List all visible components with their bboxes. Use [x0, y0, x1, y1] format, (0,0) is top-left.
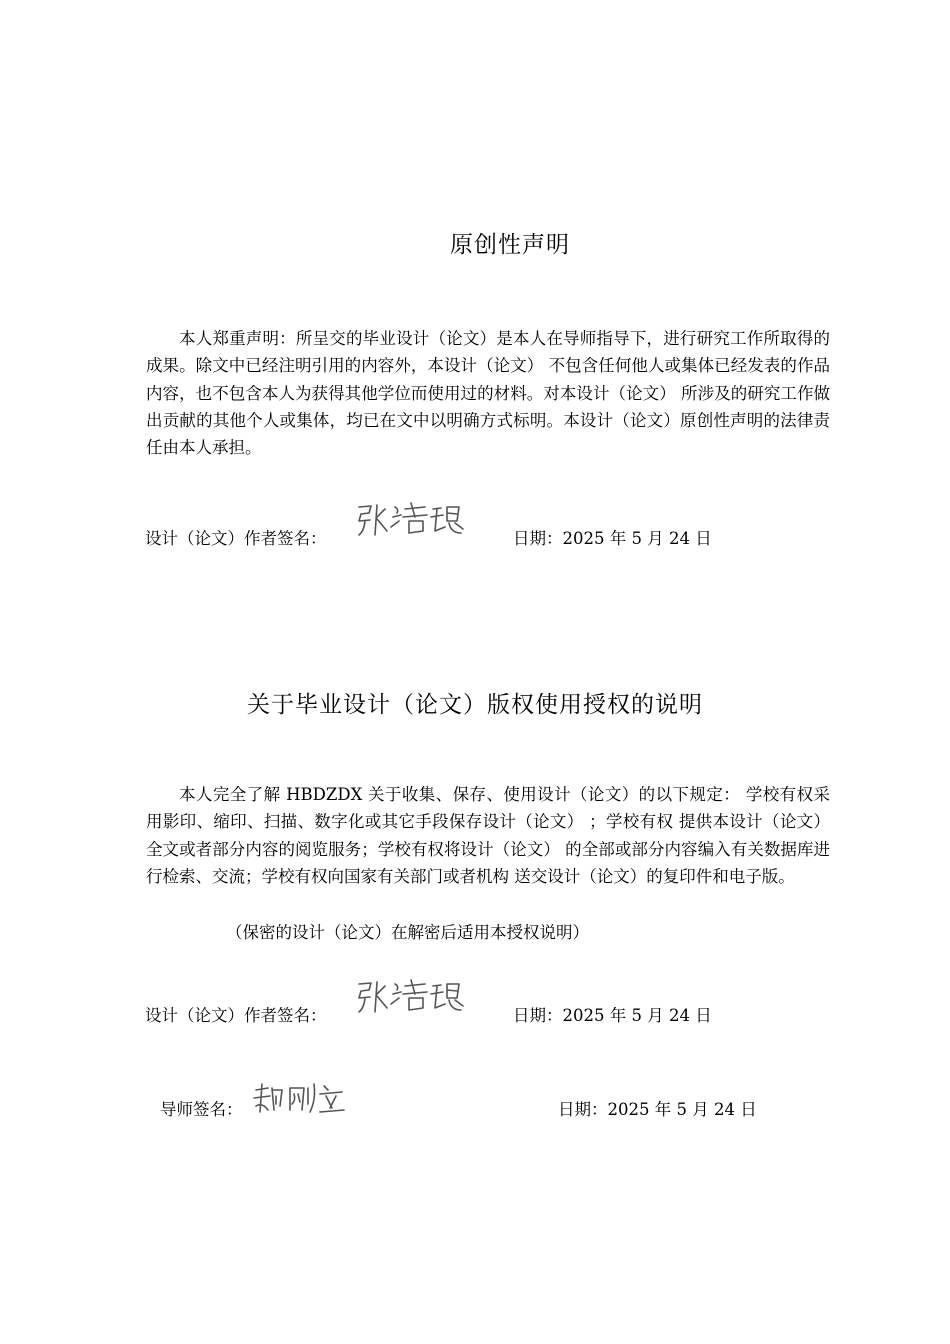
author-signature-label: 设计（论文）作者签名： — [145, 529, 327, 548]
declaration-title: 原创性声明 — [450, 232, 570, 258]
authorization-author-date: 日期：2025 年 5 月 24 日 — [513, 1006, 712, 1025]
advisor-signature-image — [252, 1082, 352, 1118]
author-signature-label: 设计（论文）作者签名： — [145, 1006, 327, 1025]
declaration-body: 本人郑重声明：所呈交的毕业设计（论文）是本人在导师指导下，进行研究工作所取得的成果。除文中已经注明引用的内容外，本设计（论文） 不包含任何他人或集体已经发表的作品内容，也不包含本人为获得其他学位而使用过的材料。对本设计（论文） 所涉及的研究工作做出贡献的其他个人或集体，均已在文中以明确方式标明。本设计（论文）原创性声明的法律责任由本人承担。 — [146, 329, 830, 458]
declaration-signature-line — [0, 525, 950, 555]
confidential-note: （保密的设计（论文）在解密后适用本授权说明） — [226, 923, 589, 942]
declaration-date: 日期：2025 年 5 月 24 日 — [513, 529, 712, 548]
advisor-signature-label: 导师签名： — [160, 1100, 243, 1119]
advisor-date: 日期：2025 年 5 月 24 日 — [558, 1100, 757, 1119]
authorization-author-signature-line — [0, 1002, 950, 1032]
advisor-signature-line — [0, 1096, 950, 1126]
authorization-body: 本人完全了解 HBDZDX 关于收集、保存、使用设计（论文）的以下规定： 学校有权采用影印、缩印、扫描、数字化或其它手段保存设计（论文） ；学校有权 提供本设计（论文） 全文或者部分内容的阅览服务；学校有权将设计（论文） 的全部或部分内容编入有关数据库进行检索、交流；学校有权向国家有关部门或者机构 送交设计（论文）的复印件和电子版。 — [146, 785, 830, 886]
authorization-title: 关于毕业设计（论文）版权使用授权的说明 — [247, 692, 703, 718]
author-signature-image — [355, 501, 465, 543]
author-signature-image — [355, 978, 465, 1020]
